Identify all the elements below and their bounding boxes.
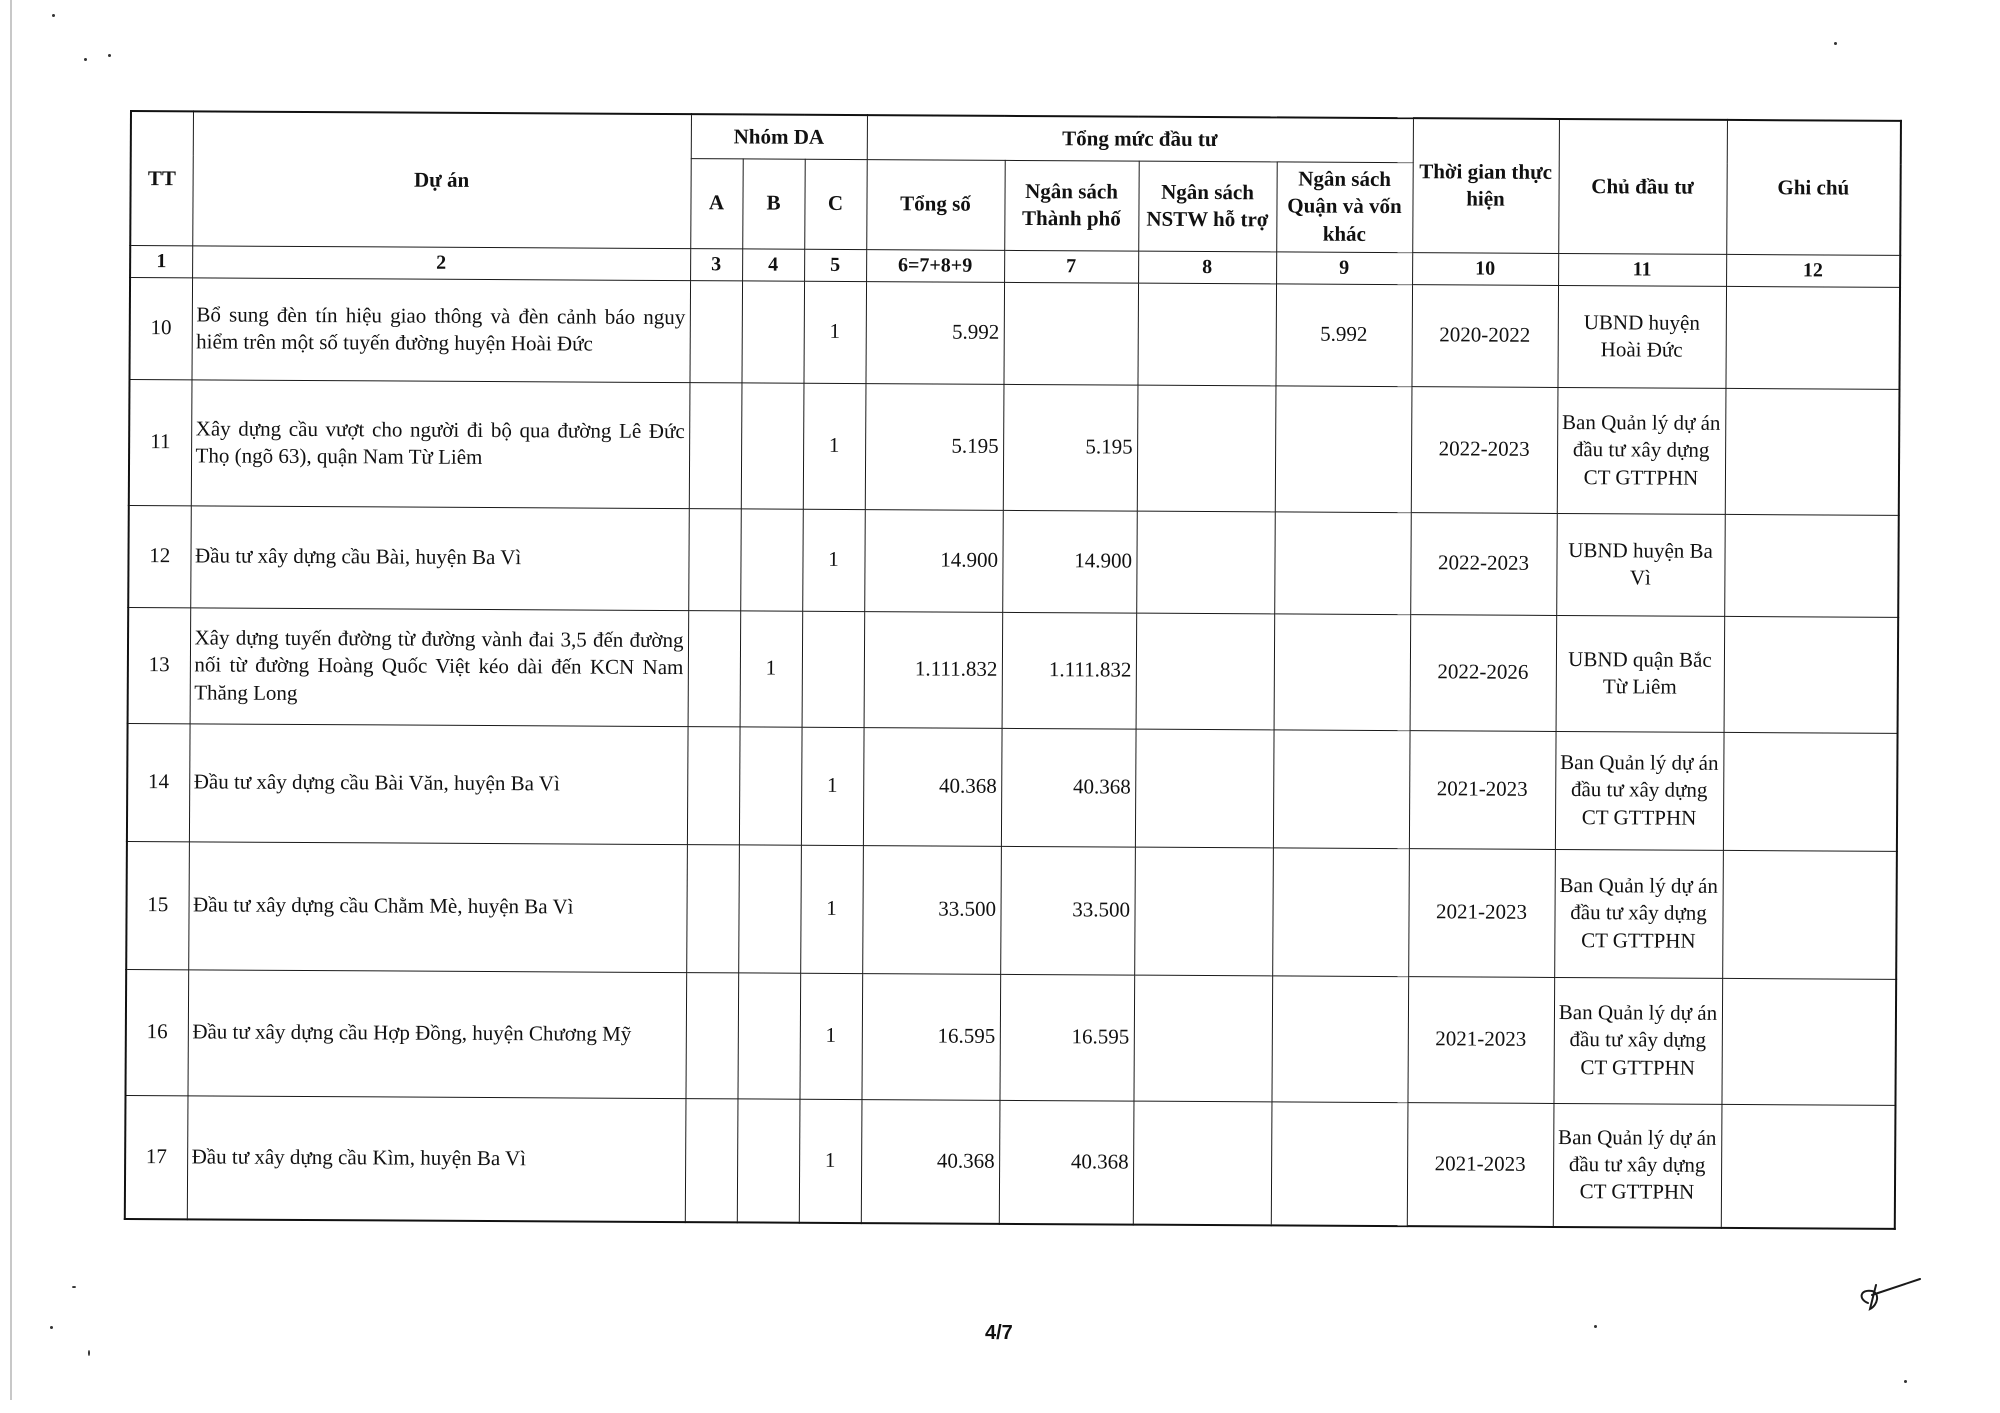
row-group-b (738, 844, 801, 972)
row-group-b (741, 280, 804, 382)
column-number: 3 (690, 248, 742, 280)
row-ns-quan (1271, 975, 1408, 1102)
column-number: 11 (1558, 253, 1726, 286)
row-project: Đầu tư xây dựng cầu Chằm Mè, huyện Ba Vì (188, 841, 687, 972)
table-row (129, 277, 1900, 389)
row-group-c (802, 611, 865, 727)
table-row (126, 841, 1897, 979)
scan-speck (72, 1286, 76, 1288)
scan-speck (84, 58, 87, 61)
row-ghi-chu (1725, 286, 1900, 389)
table-row (125, 1095, 1896, 1229)
header-ngan-sach-nstw: Ngân sách NSTW hỗ trợ (1138, 161, 1277, 252)
row-tong-so: 16.595 (861, 973, 1000, 1100)
initials-signature (1850, 1275, 1930, 1315)
row-group-c: 1 (801, 727, 864, 845)
row-group-a (685, 1098, 738, 1222)
row-ns-quan (1272, 847, 1409, 976)
row-ghi-chu (1725, 388, 1900, 515)
row-chu-dau-tu: Ban Quản lý dự án đầu tư xây dựng CT GTTPHN (1557, 387, 1726, 514)
row-group-c: 1 (799, 1099, 862, 1223)
row-ghi-chu (1724, 514, 1899, 617)
scan-speck (1834, 42, 1837, 45)
row-tt: 17 (125, 1095, 188, 1219)
header-group-c: C (804, 159, 867, 249)
page-number: 4/7 (985, 1322, 1013, 1344)
row-tt: 14 (127, 723, 190, 841)
row-ns-tp: 16.595 (999, 974, 1134, 1101)
scan-speck (52, 14, 55, 17)
row-thoi-gian: 2022-2026 (1410, 614, 1557, 731)
row-tt: 10 (129, 277, 192, 379)
row-chu-dau-tu: UBND huyện Hoài Đức (1557, 285, 1726, 388)
row-thoi-gian: 2021-2023 (1408, 848, 1555, 977)
row-tong-so: 40.368 (861, 1099, 1000, 1224)
column-number: 6=7+8+9 (866, 249, 1004, 282)
row-ns-quan (1271, 1101, 1408, 1226)
row-ghi-chu (1721, 1104, 1896, 1229)
row-tt: 13 (128, 607, 191, 723)
row-thoi-gian: 2022-2023 (1410, 512, 1557, 615)
column-number: 8 (1138, 251, 1276, 284)
row-group-c: 1 (800, 845, 863, 973)
row-ns-quan (1274, 511, 1411, 614)
row-project: Đầu tư xây dựng cầu Kìm, huyện Ba Vì (187, 1095, 686, 1222)
row-group-c: 1 (802, 509, 865, 611)
row-ghi-chu (1722, 850, 1897, 979)
row-chu-dau-tu: UBND huyện Ba Vì (1556, 513, 1725, 616)
row-ns-quan (1275, 385, 1412, 512)
row-project: Đầu tư xây dựng cầu Bài Văn, huyện Ba Vì (189, 723, 688, 844)
row-ns-nstw (1133, 1101, 1272, 1226)
header-thoi-gian: Thời gian thực hiện (1412, 118, 1559, 253)
row-group-b (739, 726, 802, 844)
header-tong-so: Tổng số (866, 159, 1005, 250)
column-number: 4 (742, 248, 804, 280)
row-ns-nstw (1136, 511, 1275, 614)
column-number: 10 (1412, 252, 1558, 285)
row-ns-nstw (1136, 613, 1275, 730)
row-ns-tp: 40.368 (1001, 728, 1136, 847)
column-number: 1 (130, 245, 192, 277)
row-ns-tp: 40.368 (999, 1100, 1134, 1225)
row-ghi-chu (1724, 616, 1899, 733)
scan-speck (88, 1350, 90, 1356)
row-ns-nstw (1133, 975, 1272, 1102)
header-ngan-sach-tp: Ngân sách Thành phố (1004, 160, 1139, 251)
table-row (127, 723, 1898, 851)
row-chu-dau-tu: Ban Quản lý dự án đầu tư xây dựng CT GTTPHN (1553, 977, 1722, 1104)
scan-speck (1904, 1380, 1907, 1383)
row-tong-so: 14.900 (864, 509, 1003, 612)
row-group-c: 1 (799, 973, 862, 1099)
row-group-a (689, 280, 742, 382)
header-chu-dau-tu: Chủ đầu tư (1558, 119, 1727, 254)
row-group-a (685, 972, 738, 1098)
row-chu-dau-tu: Ban Quản lý dự án đầu tư xây dựng CT GTTPHN (1554, 849, 1723, 978)
column-number: 9 (1276, 251, 1412, 284)
row-group-a (688, 610, 741, 726)
row-ns-nstw (1134, 847, 1273, 976)
row-ns-tp: 5.195 (1003, 384, 1138, 511)
row-chu-dau-tu: Ban Quản lý dự án đầu tư xây dựng CT GTTPHN (1555, 731, 1724, 850)
row-ghi-chu (1721, 978, 1896, 1105)
row-group-b (737, 972, 800, 1098)
row-tt: 11 (129, 379, 192, 505)
column-number: 5 (804, 249, 866, 281)
row-group-b: 1 (740, 610, 803, 726)
row-group-b (740, 508, 803, 610)
row-group-a (689, 382, 742, 508)
scan-speck (1594, 1325, 1597, 1328)
row-thoi-gian: 2022-2023 (1411, 386, 1558, 513)
header-du-an: Dự án (192, 111, 691, 248)
row-group-b (737, 1098, 800, 1222)
row-tt: 12 (128, 505, 191, 607)
column-number: 12 (1726, 254, 1900, 287)
row-thoi-gian: 2021-2023 (1407, 1102, 1554, 1227)
header-tong-muc-dau-tu: Tổng mức đầu tư (867, 115, 1413, 162)
row-ns-quan (1274, 613, 1411, 730)
row-ns-tp: 14.900 (1002, 510, 1137, 613)
row-thoi-gian: 2021-2023 (1409, 730, 1556, 849)
header-ngan-sach-quan: Ngân sách Quận và vốn khác (1276, 161, 1413, 252)
row-group-a (686, 844, 739, 972)
row-group-a (687, 726, 740, 844)
scan-speck (108, 54, 111, 57)
row-project: Xây dựng tuyến đường từ đường vành đai 3,5 đến đường nối từ đường Hoàng Quốc Việt kéo dài đến KCN Nam Thăng Long (190, 607, 689, 726)
column-number: 2 (192, 245, 690, 280)
table-row (125, 969, 1896, 1105)
header-group-b: B (742, 158, 805, 248)
row-tong-so: 5.195 (865, 383, 1004, 510)
row-project: Bổ sung đèn tín hiệu giao thông và đèn cảnh báo nguy hiểm trên một số tuyến đường huyện Hoài Đức (191, 277, 690, 382)
header-nhom-da: Nhóm DA (691, 114, 867, 159)
row-tt: 16 (125, 969, 188, 1095)
row-ns-quan (1273, 729, 1410, 848)
table-row (128, 505, 1899, 617)
row-ns-quan: 5.992 (1275, 283, 1412, 386)
row-project: Xây dựng cầu vượt cho người đi bộ qua đường Lê Đức Thọ (ngõ 63), quận Nam Từ Liêm (191, 379, 690, 508)
row-thoi-gian: 2020-2022 (1411, 284, 1558, 387)
header-ghi-chu: Ghi chú (1726, 120, 1901, 255)
row-ns-nstw (1137, 283, 1276, 386)
header-tt: TT (130, 111, 193, 245)
column-number: 7 (1004, 250, 1138, 283)
table-row (128, 607, 1899, 733)
row-ns-tp: 33.500 (1000, 846, 1135, 975)
row-ns-tp (1003, 282, 1138, 385)
row-chu-dau-tu: Ban Quản lý dự án đầu tư xây dựng CT GTTPHN (1553, 1103, 1722, 1228)
row-project: Đầu tư xây dựng cầu Hợp Đồng, huyện Chương Mỹ (187, 969, 686, 1098)
row-group-c: 1 (803, 383, 866, 509)
row-group-b (741, 382, 804, 508)
row-tong-so: 40.368 (863, 727, 1002, 846)
row-tong-so: 5.992 (865, 281, 1004, 384)
row-chu-dau-tu: UBND quận Bắc Từ Liêm (1556, 615, 1725, 732)
row-ns-tp: 1.111.832 (1002, 612, 1137, 729)
row-group-c: 1 (803, 281, 866, 383)
row-group-a (688, 508, 741, 610)
row-thoi-gian: 2021-2023 (1407, 976, 1554, 1103)
scan-speck (50, 1326, 53, 1329)
row-ns-nstw (1135, 729, 1274, 848)
header-group-a: A (690, 158, 743, 248)
row-tong-so: 1.111.832 (864, 611, 1003, 728)
row-tong-so: 33.500 (862, 845, 1001, 974)
scan-edge-line (10, 0, 12, 1400)
row-ns-nstw (1137, 385, 1276, 512)
row-tt: 15 (126, 841, 189, 969)
investment-table (124, 110, 1902, 1230)
table-row (129, 379, 1900, 515)
row-project: Đầu tư xây dựng cầu Bài, huyện Ba Vì (190, 505, 689, 610)
row-ghi-chu (1723, 732, 1898, 851)
document-sheet (124, 110, 1900, 1250)
